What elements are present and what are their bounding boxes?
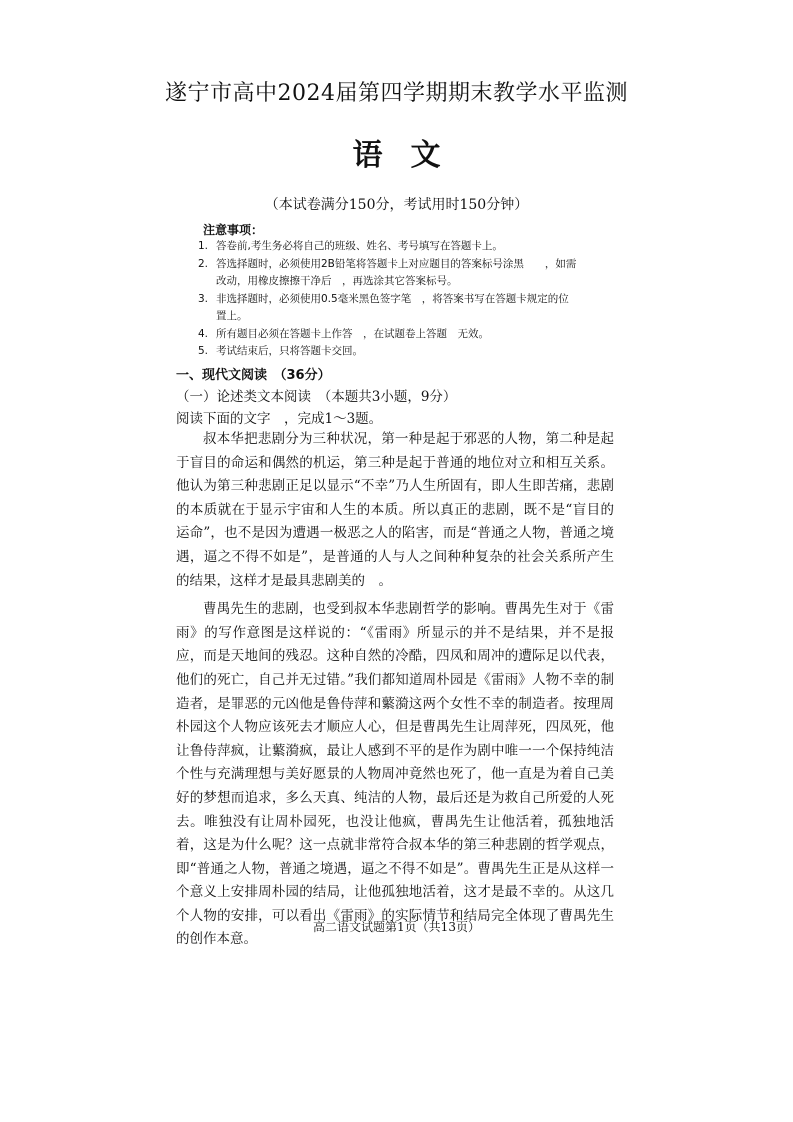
notice-item [198,238,578,256]
exam-title: 遂宁市高中2024届第四学期期末教学水平监测 [165,81,628,106]
notice-text: 考试结束后，只将答题卡交回。 [216,345,363,357]
notice-item [198,326,578,344]
notice-number: 5. [198,345,209,357]
passage-paragraph: 叔本华把悲剧分为三种状况，第一种是起于邪恶的人物，第二种是起于盲目的命运和偶然的机运，第三种是起于普通的地位对立和相互关系。他认为第三种悲剧正足以显示“不幸”乃人生所固有，即人生即苦痛，悲剧的本质就在于显示宇宙和人生的本质。所以真正的悲剧，既不是“盲目的运命”，也不是因为遭遇一极恶之人的陷害，而是“普通之人物，普通之境遇，逼之不得不如是”，是普通的人与人之间种种复杂的社会关系所产生的结果，这样才是最具悲剧美的 。 [176,431,614,589]
notice-item [198,291,578,326]
notice-item [198,343,578,361]
subject-title: 语文 [352,138,469,173]
notice-item [198,256,578,291]
notice-number: 2. [198,257,209,270]
notice-text: 所有题目必须在答题卡上作答 ，在试题卷上答题 无效。 [216,327,489,340]
part-heading: （一）论述类文本阅读 （本题共3小题，9分） [176,389,457,405]
notice-number: 1. [198,240,209,252]
reading-passage [176,428,614,952]
notice-number: 4. [198,327,209,340]
notice-text: 答卷前,考生务必将自己的班级、姓名、考号填写在答题卡上。 [216,240,503,252]
exam-info: （本试卷满分150分，考试用时150分钟） [264,197,529,213]
passage-paragraph: 曹禺先生的悲剧，也受到叔本华悲剧哲学的影响。曹禺先生对于《雷雨》的写作意图是这样说的：“《雷雨》所显示的并不是结果，并不是报应，而是天地间的残忍。这种自然的冷酷，四凤和周冲的遭际足以代表，他们的死亡，自己并无过错。”我们都知道周朴园是《雷雨》人物不幸的制造者，是罪恶的元凶他是鲁侍萍和蘩漪这两个女性不幸的制造者。按理周朴园这个人物应该死去才顺应人心，但是曹禺先生让周萍死，四凤死，他让鲁侍萍疯，让蘩漪疯，最让人感到不平的是作为剧中唯一一个保持纯洁个性与充满理想与美好愿景的人物周冲竟然也死了，他一直是为着自己美好的梦想而追求，多么天真、纯洁的人物，最后还是为救自己所爱的人死去。唯独没有让周朴园死，也没让他疯，曹禺先生让他活着，孤独地活着，这是为什么呢？这一点就非常符合叔本华的第三种悲剧的哲学观点，即“普通之人物，普通之境遇，逼之不得不如是”。曹禺先生正是从这样一个意义上安排周朴园的结局，让他孤独地活着，这才是最不幸的。从这几个人物的安排，可以看出《雷雨》的实际情节和结局完全体现了曹禺先生的创作本意。 [176,601,614,948]
notice-text: 非选择题时，必须使用0.5毫米黑色签字笔 ，将答案书写在答题卡规定的位置上。 [216,292,569,322]
section-heading: 一、现代文阅读 （36分） [176,368,331,383]
notice-number: 3. [198,292,209,305]
notice-list [198,238,578,361]
reading-instruction: 阅读下面的文字 ，完成1～3题。 [176,411,383,427]
page-footer: 高二语文试题第1页（共13页） [313,920,480,934]
notice-heading: 注意事项： [203,223,264,237]
notice-text: 答选择题时，必须使用2B铅笔将答题卡上对应题目的答案标号涂黑 ，如需改动，用橡皮擦擦干净后 ，再选涂其它答案标号。 [216,257,577,287]
